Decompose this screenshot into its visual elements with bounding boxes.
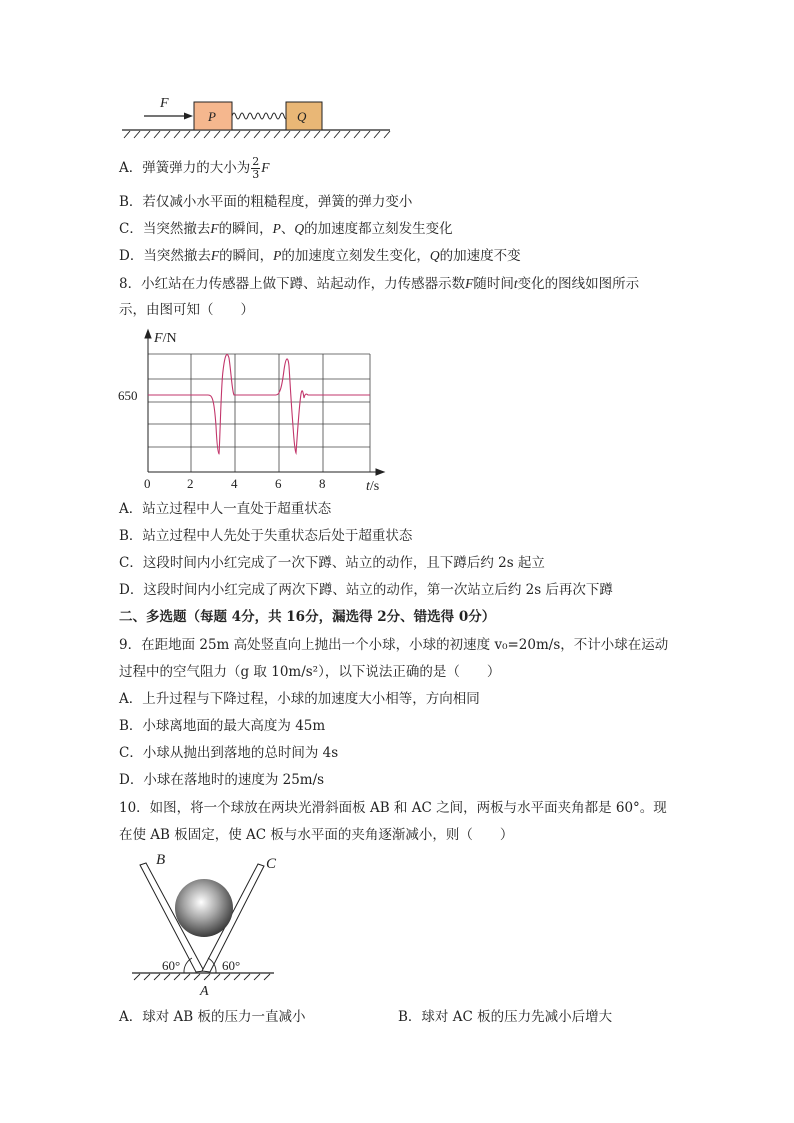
q10-option-a: A．球对 AB 板的压力一直减小 <box>119 1009 306 1025</box>
block-q-label: Q <box>297 109 307 124</box>
q7-option-d: D．当突然撤去F的瞬间，P的加速度立刻发生变化，Q的加速度不变 <box>119 248 521 264</box>
y-tick-650: 650 <box>118 388 138 403</box>
label-c: C <box>266 856 277 872</box>
block-p-label: P <box>208 109 216 124</box>
angle-right-label: 60° <box>222 958 241 973</box>
y-axis-label: F/N <box>154 331 177 346</box>
fraction-2-3: $\frac{2}{3}$ <box>252 155 260 181</box>
chart-axes <box>145 330 384 475</box>
chart-grid <box>148 354 370 472</box>
q9-option-d: D．小球在落地时的速度为 25m/s <box>119 772 325 788</box>
force-arrow <box>144 96 193 120</box>
q10-option-b: B．球对 AC 板的压力先减小后增大 <box>398 1009 613 1025</box>
q9-option-b: B．小球离地面的最大高度为 45m <box>119 718 326 734</box>
x-tick-8: 8 <box>319 476 326 491</box>
label-a: A <box>200 984 209 999</box>
q8-option-b: B．站立过程中人先处于失重状态后处于超重状态 <box>119 528 413 544</box>
angle-left-label: 60° <box>162 958 181 973</box>
q8-stem-line1: 8．小红站在力传感器上做下蹲、站起动作，力传感器示数F随时间t变化的图线如图所示 <box>119 276 640 292</box>
force-label: F <box>160 96 169 111</box>
q10-stem-line2: 在使 AB 板固定，使 AC 板与水平面的夹角逐渐减小，则（ ） <box>119 827 514 843</box>
q8-stem-line2: 示，由图可知（ ） <box>119 302 254 318</box>
q8-option-c: C．这段时间内小红完成了一次下蹲、站立的动作，且下蹲后约 2s 起立 <box>119 555 545 571</box>
x-tick-4: 4 <box>231 476 238 491</box>
q9-option-c: C．小球从抛出到落地的总时间为 4s <box>119 745 339 761</box>
x-tick-6: 6 <box>275 476 282 491</box>
x-tick-0: 0 <box>144 476 151 491</box>
q9-stem-line1: 9．在距地面 25m 高处竖直向上抛出一个小球，小球的初速度 v₀=20m/s，不计小球在运动 <box>119 637 669 653</box>
x-tick-2: 2 <box>187 476 194 491</box>
q9-stem-line2: 过程中的空气阻力（g 取 10m/s²），以下说法正确的是（ ） <box>119 664 501 680</box>
force-time-chart <box>112 326 392 496</box>
q8-option-d: D．这段时间内小红完成了两次下蹲、站立的动作，第一次站立后约 2s 后再次下蹲 <box>119 582 613 598</box>
q7-option-a: A．弹簧弹力的大小为 $\frac{2}{3}$ F <box>119 155 270 181</box>
ball-boards-figure <box>128 850 288 1000</box>
ball <box>175 879 233 937</box>
q7-option-b: B．若仅减小水平面的粗糙程度，弹簧的弹力变小 <box>119 194 413 210</box>
spring-blocks-figure <box>118 90 393 140</box>
label-b: B <box>156 852 166 868</box>
section-2-title: 二、多选题（每题 4分，共 16分，漏选得 2分、错选得 0分） <box>119 609 496 625</box>
q9-option-a: A．上升过程与下降过程，小球的加速度大小相等，方向相同 <box>119 691 480 707</box>
q7-option-c: C．当突然撤去F的瞬间，P、Q的加速度都立刻发生变化 <box>119 221 453 237</box>
q10-stem-line1: 10．如图，将一个球放在两块光滑斜面板 AB 和 AC 之间，两板与水平面夹角都是 60°。现 <box>119 800 667 816</box>
x-axis-label: t/s <box>366 479 380 494</box>
q8-option-a: A．站立过程中人一直处于超重状态 <box>119 501 332 517</box>
series-line-force <box>148 354 370 454</box>
